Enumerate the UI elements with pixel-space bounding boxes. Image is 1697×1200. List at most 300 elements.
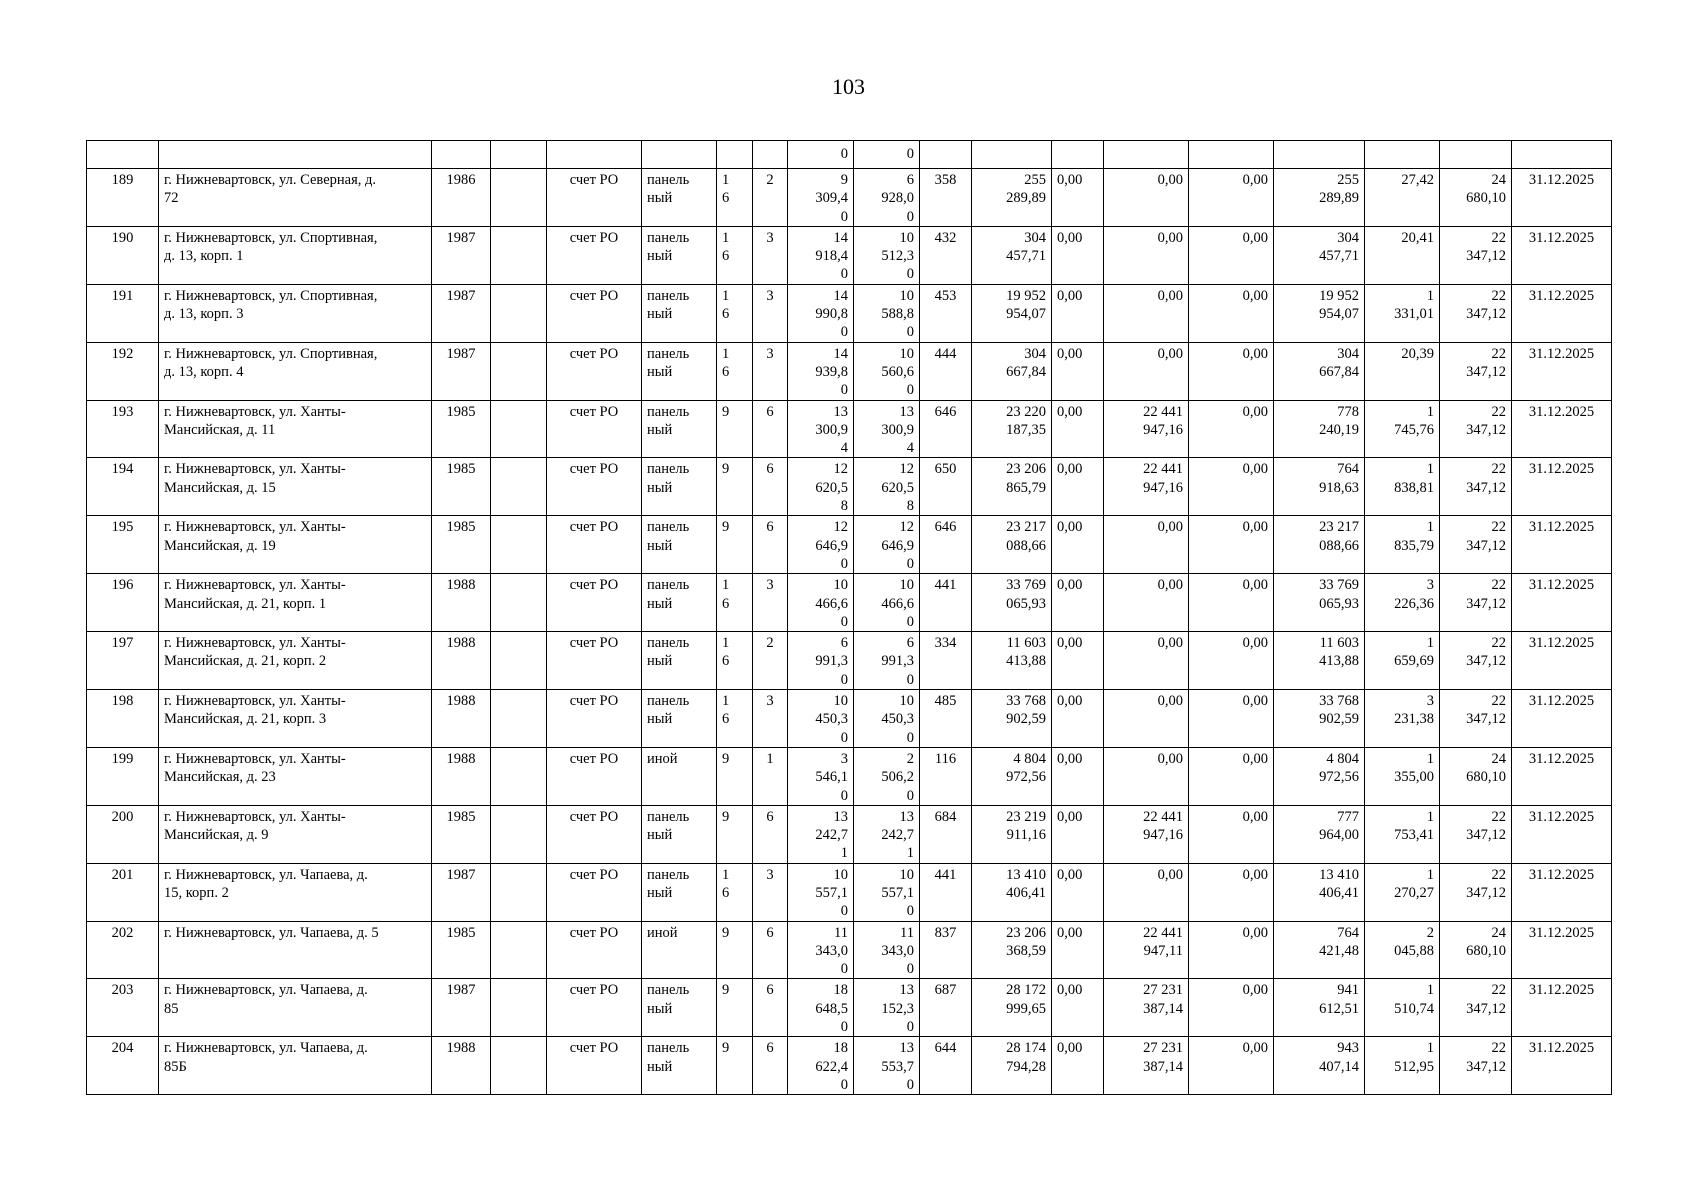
cell-floors: 9 (717, 400, 753, 458)
cell-address: г. Нижневартовск, ул. Северная, д. 72 (159, 169, 432, 227)
cell-cost-owners: 19 952 954,07 (1274, 284, 1365, 342)
cell-deadline: 31.12.2025 (1512, 226, 1612, 284)
cell-entrances: 6 (753, 805, 788, 863)
cell-floors: 1 6 (717, 632, 753, 690)
cell-cost-regional: 0,00 (1104, 169, 1189, 227)
cell-material: панель ный (642, 805, 717, 863)
cell-cost-total: 4 804 972,56 (972, 747, 1052, 805)
cell-entrances: 6 (753, 516, 788, 574)
cell-fund: счет РО (547, 400, 642, 458)
cell-material: панель ный (642, 400, 717, 458)
cell-area-total: 13 242,7 1 (788, 805, 854, 863)
cell-material (642, 141, 717, 169)
cell-cost-local: 0,00 (1189, 342, 1274, 400)
cell-area-living: 11 343,0 0 (854, 921, 920, 979)
cell-blank (491, 921, 547, 979)
cell-residents: 837 (920, 921, 972, 979)
cell-entrances: 1 (753, 747, 788, 805)
cell-area-living: 2 506,2 0 (854, 747, 920, 805)
table-row (87, 632, 1612, 690)
cell-cost-regional: 22 441 947,11 (1104, 921, 1189, 979)
cell-number: 204 (87, 1037, 159, 1095)
cell-blank (491, 690, 547, 748)
cell-number: 199 (87, 747, 159, 805)
cell-deadline: 31.12.2025 (1512, 632, 1612, 690)
cell-cost-regional: 0,00 (1104, 690, 1189, 748)
cell-entrances: 6 (753, 979, 788, 1037)
cell-cost-total: 23 219 911,16 (972, 805, 1052, 863)
cell-residents: 334 (920, 632, 972, 690)
cell-number: 193 (87, 400, 159, 458)
cell-area-total: 14 939,8 0 (788, 342, 854, 400)
cell-address: г. Нижневартовск, ул. Ханты- Мансийская, д. 9 (159, 805, 432, 863)
cell-cost-regional: 22 441 947,16 (1104, 458, 1189, 516)
cell-material: панель ный (642, 169, 717, 227)
cell-cost-local: 0,00 (1189, 979, 1274, 1037)
cell-residents (920, 141, 972, 169)
cell-limit-per-m2: 22 347,12 (1440, 342, 1512, 400)
cell-deadline: 31.12.2025 (1512, 516, 1612, 574)
cell-address: г. Нижневартовск, ул. Ханты- Мансийская, д. 21, корп. 2 (159, 632, 432, 690)
cell-blank (491, 516, 547, 574)
cell-limit-per-m2: 22 347,12 (1440, 979, 1512, 1037)
cell-number: 190 (87, 226, 159, 284)
cell-cost-owners (1274, 141, 1365, 169)
table-row (87, 516, 1612, 574)
cell-blank (491, 284, 547, 342)
cell-fund: счет РО (547, 632, 642, 690)
cell-area-living: 6 991,3 0 (854, 632, 920, 690)
cell-area-living: 13 300,9 4 (854, 400, 920, 458)
cell-number: 198 (87, 690, 159, 748)
cell-cost-per-m2: 1 835,79 (1365, 516, 1440, 574)
cell-cost-federal (1052, 141, 1104, 169)
cell-residents: 358 (920, 169, 972, 227)
table-row (87, 458, 1612, 516)
cell-cost-per-m2: 3 231,38 (1365, 690, 1440, 748)
cell-limit-per-m2: 22 347,12 (1440, 516, 1512, 574)
cell-entrances: 2 (753, 632, 788, 690)
cell-floors (717, 141, 753, 169)
cell-entrances: 3 (753, 574, 788, 632)
cell-cost-total: 23 206 865,79 (972, 458, 1052, 516)
cell-entrances: 3 (753, 690, 788, 748)
cell-cost-per-m2: 2 045,88 (1365, 921, 1440, 979)
cell-cost-federal: 0,00 (1052, 805, 1104, 863)
cell-cost-local: 0,00 (1189, 458, 1274, 516)
table-row (87, 747, 1612, 805)
cell-area-living: 13 553,7 0 (854, 1037, 920, 1095)
cell-number: 197 (87, 632, 159, 690)
cell-year: 1985 (432, 400, 491, 458)
housing-register-table (86, 140, 1612, 1095)
cell-deadline: 31.12.2025 (1512, 747, 1612, 805)
cell-deadline: 31.12.2025 (1512, 979, 1612, 1037)
cell-cost-total: 33 769 065,93 (972, 574, 1052, 632)
cell-cost-federal: 0,00 (1052, 863, 1104, 921)
cell-address: г. Нижневартовск, ул. Ханты- Мансийская, д. 19 (159, 516, 432, 574)
cell-residents: 687 (920, 979, 972, 1037)
cell-floors: 9 (717, 516, 753, 574)
cell-limit-per-m2: 22 347,12 (1440, 226, 1512, 284)
cell-cost-per-m2: 1 512,95 (1365, 1037, 1440, 1095)
cell-year: 1988 (432, 690, 491, 748)
cell-blank (491, 226, 547, 284)
cell-material: панель ный (642, 632, 717, 690)
cell-entrances: 6 (753, 921, 788, 979)
cell-blank (491, 400, 547, 458)
cell-residents: 432 (920, 226, 972, 284)
cell-floors: 9 (717, 1037, 753, 1095)
cell-cost-total: 11 603 413,88 (972, 632, 1052, 690)
cell-cost-owners: 4 804 972,56 (1274, 747, 1365, 805)
cell-cost-federal: 0,00 (1052, 574, 1104, 632)
cell-residents: 444 (920, 342, 972, 400)
cell-deadline: 31.12.2025 (1512, 342, 1612, 400)
cell-cost-owners: 255 289,89 (1274, 169, 1365, 227)
cell-address: г. Нижневартовск, ул. Ханты- Мансийская, д. 15 (159, 458, 432, 516)
cell-address: г. Нижневартовск, ул. Чапаева, д. 5 (159, 921, 432, 979)
cell-cost-per-m2: 1 331,01 (1365, 284, 1440, 342)
cell-limit-per-m2: 22 347,12 (1440, 574, 1512, 632)
cell-area-total: 13 300,9 4 (788, 400, 854, 458)
cell-fund: счет РО (547, 921, 642, 979)
cell-residents: 646 (920, 516, 972, 574)
cell-area-living: 6 928,0 0 (854, 169, 920, 227)
cell-cost-per-m2: 3 226,36 (1365, 574, 1440, 632)
cell-limit-per-m2: 22 347,12 (1440, 458, 1512, 516)
cell-floors: 1 6 (717, 574, 753, 632)
cell-deadline: 31.12.2025 (1512, 458, 1612, 516)
table-row (87, 574, 1612, 632)
cell-area-living: 0 (854, 141, 920, 169)
cell-material: панель ный (642, 284, 717, 342)
cell-floors: 9 (717, 979, 753, 1037)
cell-cost-federal: 0,00 (1052, 284, 1104, 342)
cell-area-total: 14 918,4 0 (788, 226, 854, 284)
table-row (87, 400, 1612, 458)
cell-fund: счет РО (547, 690, 642, 748)
cell-year: 1988 (432, 1037, 491, 1095)
continuation-row (87, 141, 1612, 169)
cell-residents: 646 (920, 400, 972, 458)
cell-deadline: 31.12.2025 (1512, 400, 1612, 458)
cell-limit-per-m2: 22 347,12 (1440, 690, 1512, 748)
cell-material: панель ный (642, 226, 717, 284)
cell-cost-owners: 304 457,71 (1274, 226, 1365, 284)
cell-floors: 9 (717, 805, 753, 863)
cell-cost-federal: 0,00 (1052, 632, 1104, 690)
cell-fund: счет РО (547, 226, 642, 284)
cell-cost-regional: 0,00 (1104, 516, 1189, 574)
cell-cost-regional (1104, 141, 1189, 169)
cell-deadline: 31.12.2025 (1512, 921, 1612, 979)
cell-cost-local: 0,00 (1189, 284, 1274, 342)
cell-fund: счет РО (547, 805, 642, 863)
cell-cost-federal: 0,00 (1052, 979, 1104, 1037)
cell-blank (491, 342, 547, 400)
cell-material: панель ный (642, 1037, 717, 1095)
cell-area-living: 12 646,9 0 (854, 516, 920, 574)
cell-cost-local: 0,00 (1189, 226, 1274, 284)
cell-address: г. Нижневартовск, ул. Ханты- Мансийская, д. 11 (159, 400, 432, 458)
cell-blank (491, 169, 547, 227)
cell-cost-total: 304 667,84 (972, 342, 1052, 400)
cell-cost-local: 0,00 (1189, 1037, 1274, 1095)
cell-area-total: 14 990,8 0 (788, 284, 854, 342)
cell-residents: 116 (920, 747, 972, 805)
cell-cost-owners: 778 240,19 (1274, 400, 1365, 458)
cell-material: панель ный (642, 516, 717, 574)
cell-cost-total: 28 172 999,65 (972, 979, 1052, 1037)
cell-limit-per-m2: 22 347,12 (1440, 632, 1512, 690)
cell-cost-total: 304 457,71 (972, 226, 1052, 284)
cell-cost-total: 23 206 368,59 (972, 921, 1052, 979)
cell-number: 201 (87, 863, 159, 921)
cell-deadline: 31.12.2025 (1512, 169, 1612, 227)
cell-cost-local: 0,00 (1189, 805, 1274, 863)
cell-entrances: 3 (753, 226, 788, 284)
cell-cost-federal: 0,00 (1052, 747, 1104, 805)
cell-cost-per-m2: 1 510,74 (1365, 979, 1440, 1037)
cell-material: панель ный (642, 863, 717, 921)
cell-cost-regional: 0,00 (1104, 632, 1189, 690)
cell-residents: 485 (920, 690, 972, 748)
cell-material: панель ный (642, 342, 717, 400)
cell-area-total: 10 557,1 0 (788, 863, 854, 921)
cell-floors: 1 6 (717, 226, 753, 284)
table-row (87, 1037, 1612, 1095)
cell-area-living: 10 450,3 0 (854, 690, 920, 748)
cell-deadline: 31.12.2025 (1512, 690, 1612, 748)
cell-address: г. Нижневартовск, ул. Чапаева, д. 85 (159, 979, 432, 1037)
cell-entrances: 6 (753, 458, 788, 516)
cell-cost-local: 0,00 (1189, 690, 1274, 748)
cell-blank (491, 458, 547, 516)
cell-area-total: 3 546,1 0 (788, 747, 854, 805)
cell-number: 191 (87, 284, 159, 342)
cell-material: панель ный (642, 979, 717, 1037)
cell-area-living: 10 560,6 0 (854, 342, 920, 400)
cell-area-total: 10 450,3 0 (788, 690, 854, 748)
cell-cost-per-m2: 1 659,69 (1365, 632, 1440, 690)
cell-cost-per-m2: 27,42 (1365, 169, 1440, 227)
cell-limit-per-m2: 22 347,12 (1440, 284, 1512, 342)
cell-cost-regional: 0,00 (1104, 863, 1189, 921)
cell-cost-federal: 0,00 (1052, 400, 1104, 458)
cell-year: 1987 (432, 226, 491, 284)
cell-cost-local: 0,00 (1189, 747, 1274, 805)
cell-cost-regional: 0,00 (1104, 342, 1189, 400)
cell-area-total: 18 648,5 0 (788, 979, 854, 1037)
cell-cost-federal: 0,00 (1052, 1037, 1104, 1095)
cell-number: 200 (87, 805, 159, 863)
cell-cost-local: 0,00 (1189, 516, 1274, 574)
cell-cost-owners: 11 603 413,88 (1274, 632, 1365, 690)
table-row (87, 169, 1612, 227)
cell-cost-per-m2 (1365, 141, 1440, 169)
cell-number: 202 (87, 921, 159, 979)
cell-cost-regional: 22 441 947,16 (1104, 400, 1189, 458)
cell-cost-owners: 943 407,14 (1274, 1037, 1365, 1095)
cell-year: 1988 (432, 632, 491, 690)
cell-area-total: 12 646,9 0 (788, 516, 854, 574)
cell-cost-federal: 0,00 (1052, 226, 1104, 284)
cell-fund: счет РО (547, 747, 642, 805)
cell-cost-regional: 22 441 947,16 (1104, 805, 1189, 863)
cell-fund: счет РО (547, 979, 642, 1037)
cell-cost-per-m2: 1 753,41 (1365, 805, 1440, 863)
cell-number: 189 (87, 169, 159, 227)
cell-cost-total: 33 768 902,59 (972, 690, 1052, 748)
cell-fund: счет РО (547, 574, 642, 632)
cell-cost-owners: 33 769 065,93 (1274, 574, 1365, 632)
cell-address: г. Нижневартовск, ул. Чапаева, д. 15, корп. 2 (159, 863, 432, 921)
cell-year: 1985 (432, 921, 491, 979)
cell-area-living: 13 242,7 1 (854, 805, 920, 863)
cell-address (159, 141, 432, 169)
cell-area-total: 11 343,0 0 (788, 921, 854, 979)
cell-cost-total: 19 952 954,07 (972, 284, 1052, 342)
cell-limit-per-m2: 22 347,12 (1440, 1037, 1512, 1095)
cell-entrances: 6 (753, 1037, 788, 1095)
cell-entrances: 3 (753, 284, 788, 342)
cell-cost-total: 23 220 187,35 (972, 400, 1052, 458)
cell-material: иной (642, 747, 717, 805)
cell-cost-total: 255 289,89 (972, 169, 1052, 227)
cell-fund: счет РО (547, 284, 642, 342)
cell-number: 203 (87, 979, 159, 1037)
cell-area-living: 13 152,3 0 (854, 979, 920, 1037)
cell-cost-per-m2: 1 355,00 (1365, 747, 1440, 805)
cell-residents: 453 (920, 284, 972, 342)
table-row (87, 342, 1612, 400)
cell-number: 192 (87, 342, 159, 400)
cell-floors: 9 (717, 921, 753, 979)
cell-cost-local: 0,00 (1189, 574, 1274, 632)
cell-area-total: 12 620,5 8 (788, 458, 854, 516)
cell-cost-local: 0,00 (1189, 632, 1274, 690)
table-body (87, 141, 1612, 1095)
cell-deadline: 31.12.2025 (1512, 1037, 1612, 1095)
cell-deadline: 31.12.2025 (1512, 284, 1612, 342)
cell-cost-total: 28 174 794,28 (972, 1037, 1052, 1095)
cell-cost-per-m2: 20,39 (1365, 342, 1440, 400)
cell-entrances (753, 141, 788, 169)
cell-cost-federal: 0,00 (1052, 516, 1104, 574)
cell-cost-local: 0,00 (1189, 169, 1274, 227)
table-row (87, 805, 1612, 863)
cell-number (87, 141, 159, 169)
cell-cost-per-m2: 1 745,76 (1365, 400, 1440, 458)
cell-residents: 684 (920, 805, 972, 863)
cell-floors: 1 6 (717, 342, 753, 400)
cell-year (432, 141, 491, 169)
cell-cost-per-m2: 1 838,81 (1365, 458, 1440, 516)
cell-entrances: 6 (753, 400, 788, 458)
cell-cost-owners: 764 918,63 (1274, 458, 1365, 516)
cell-year: 1988 (432, 574, 491, 632)
cell-year: 1987 (432, 342, 491, 400)
cell-year: 1985 (432, 805, 491, 863)
cell-year: 1987 (432, 863, 491, 921)
cell-cost-local: 0,00 (1189, 400, 1274, 458)
cell-year: 1987 (432, 979, 491, 1037)
cell-floors: 1 6 (717, 863, 753, 921)
cell-cost-regional: 27 231 387,14 (1104, 1037, 1189, 1095)
table-row (87, 690, 1612, 748)
cell-limit-per-m2: 24 680,10 (1440, 921, 1512, 979)
cell-limit-per-m2: 24 680,10 (1440, 169, 1512, 227)
cell-fund: счет РО (547, 169, 642, 227)
table-row (87, 863, 1612, 921)
page-number: 103 (832, 74, 865, 99)
cell-area-total: 9 309,4 0 (788, 169, 854, 227)
cell-area-total: 0 (788, 141, 854, 169)
cell-fund: счет РО (547, 1037, 642, 1095)
cell-cost-owners: 13 410 406,41 (1274, 863, 1365, 921)
cell-limit-per-m2 (1440, 141, 1512, 169)
cell-cost-owners: 33 768 902,59 (1274, 690, 1365, 748)
cell-address: г. Нижневартовск, ул. Ханты- Мансийская, д. 21, корп. 3 (159, 690, 432, 748)
cell-entrances: 3 (753, 863, 788, 921)
cell-blank (491, 863, 547, 921)
cell-deadline: 31.12.2025 (1512, 574, 1612, 632)
cell-cost-total: 13 410 406,41 (972, 863, 1052, 921)
cell-floors: 9 (717, 747, 753, 805)
cell-material: панель ный (642, 574, 717, 632)
cell-cost-federal: 0,00 (1052, 690, 1104, 748)
cell-area-total: 10 466,6 0 (788, 574, 854, 632)
cell-entrances: 2 (753, 169, 788, 227)
cell-residents: 441 (920, 863, 972, 921)
cell-cost-owners: 23 217 088,66 (1274, 516, 1365, 574)
cell-year: 1985 (432, 516, 491, 574)
cell-material: иной (642, 921, 717, 979)
cell-residents: 650 (920, 458, 972, 516)
cell-limit-per-m2: 24 680,10 (1440, 747, 1512, 805)
cell-year: 1988 (432, 747, 491, 805)
cell-material: панель ный (642, 458, 717, 516)
cell-area-living: 12 620,5 8 (854, 458, 920, 516)
cell-residents: 441 (920, 574, 972, 632)
cell-deadline: 31.12.2025 (1512, 805, 1612, 863)
cell-material: панель ный (642, 690, 717, 748)
cell-fund (547, 141, 642, 169)
cell-address: г. Нижневартовск, ул. Ханты- Мансийская, д. 23 (159, 747, 432, 805)
table-row (87, 226, 1612, 284)
cell-blank (491, 574, 547, 632)
cell-address: г. Нижневартовск, ул. Спортивная, д. 13, корп. 3 (159, 284, 432, 342)
cell-cost-local: 0,00 (1189, 921, 1274, 979)
cell-cost-total: 23 217 088,66 (972, 516, 1052, 574)
cell-cost-total (972, 141, 1052, 169)
cell-cost-owners: 777 964,00 (1274, 805, 1365, 863)
cell-address: г. Нижневартовск, ул. Спортивная, д. 13, корп. 4 (159, 342, 432, 400)
cell-area-living: 10 466,6 0 (854, 574, 920, 632)
table-row (87, 979, 1612, 1037)
cell-address: г. Нижневартовск, ул. Спортивная, д. 13, корп. 1 (159, 226, 432, 284)
cell-cost-owners: 304 667,84 (1274, 342, 1365, 400)
cell-cost-regional: 0,00 (1104, 226, 1189, 284)
cell-cost-federal: 0,00 (1052, 342, 1104, 400)
cell-deadline: 31.12.2025 (1512, 863, 1612, 921)
cell-cost-per-m2: 1 270,27 (1365, 863, 1440, 921)
cell-blank (491, 1037, 547, 1095)
cell-limit-per-m2: 22 347,12 (1440, 805, 1512, 863)
cell-cost-per-m2: 20,41 (1365, 226, 1440, 284)
cell-year: 1986 (432, 169, 491, 227)
